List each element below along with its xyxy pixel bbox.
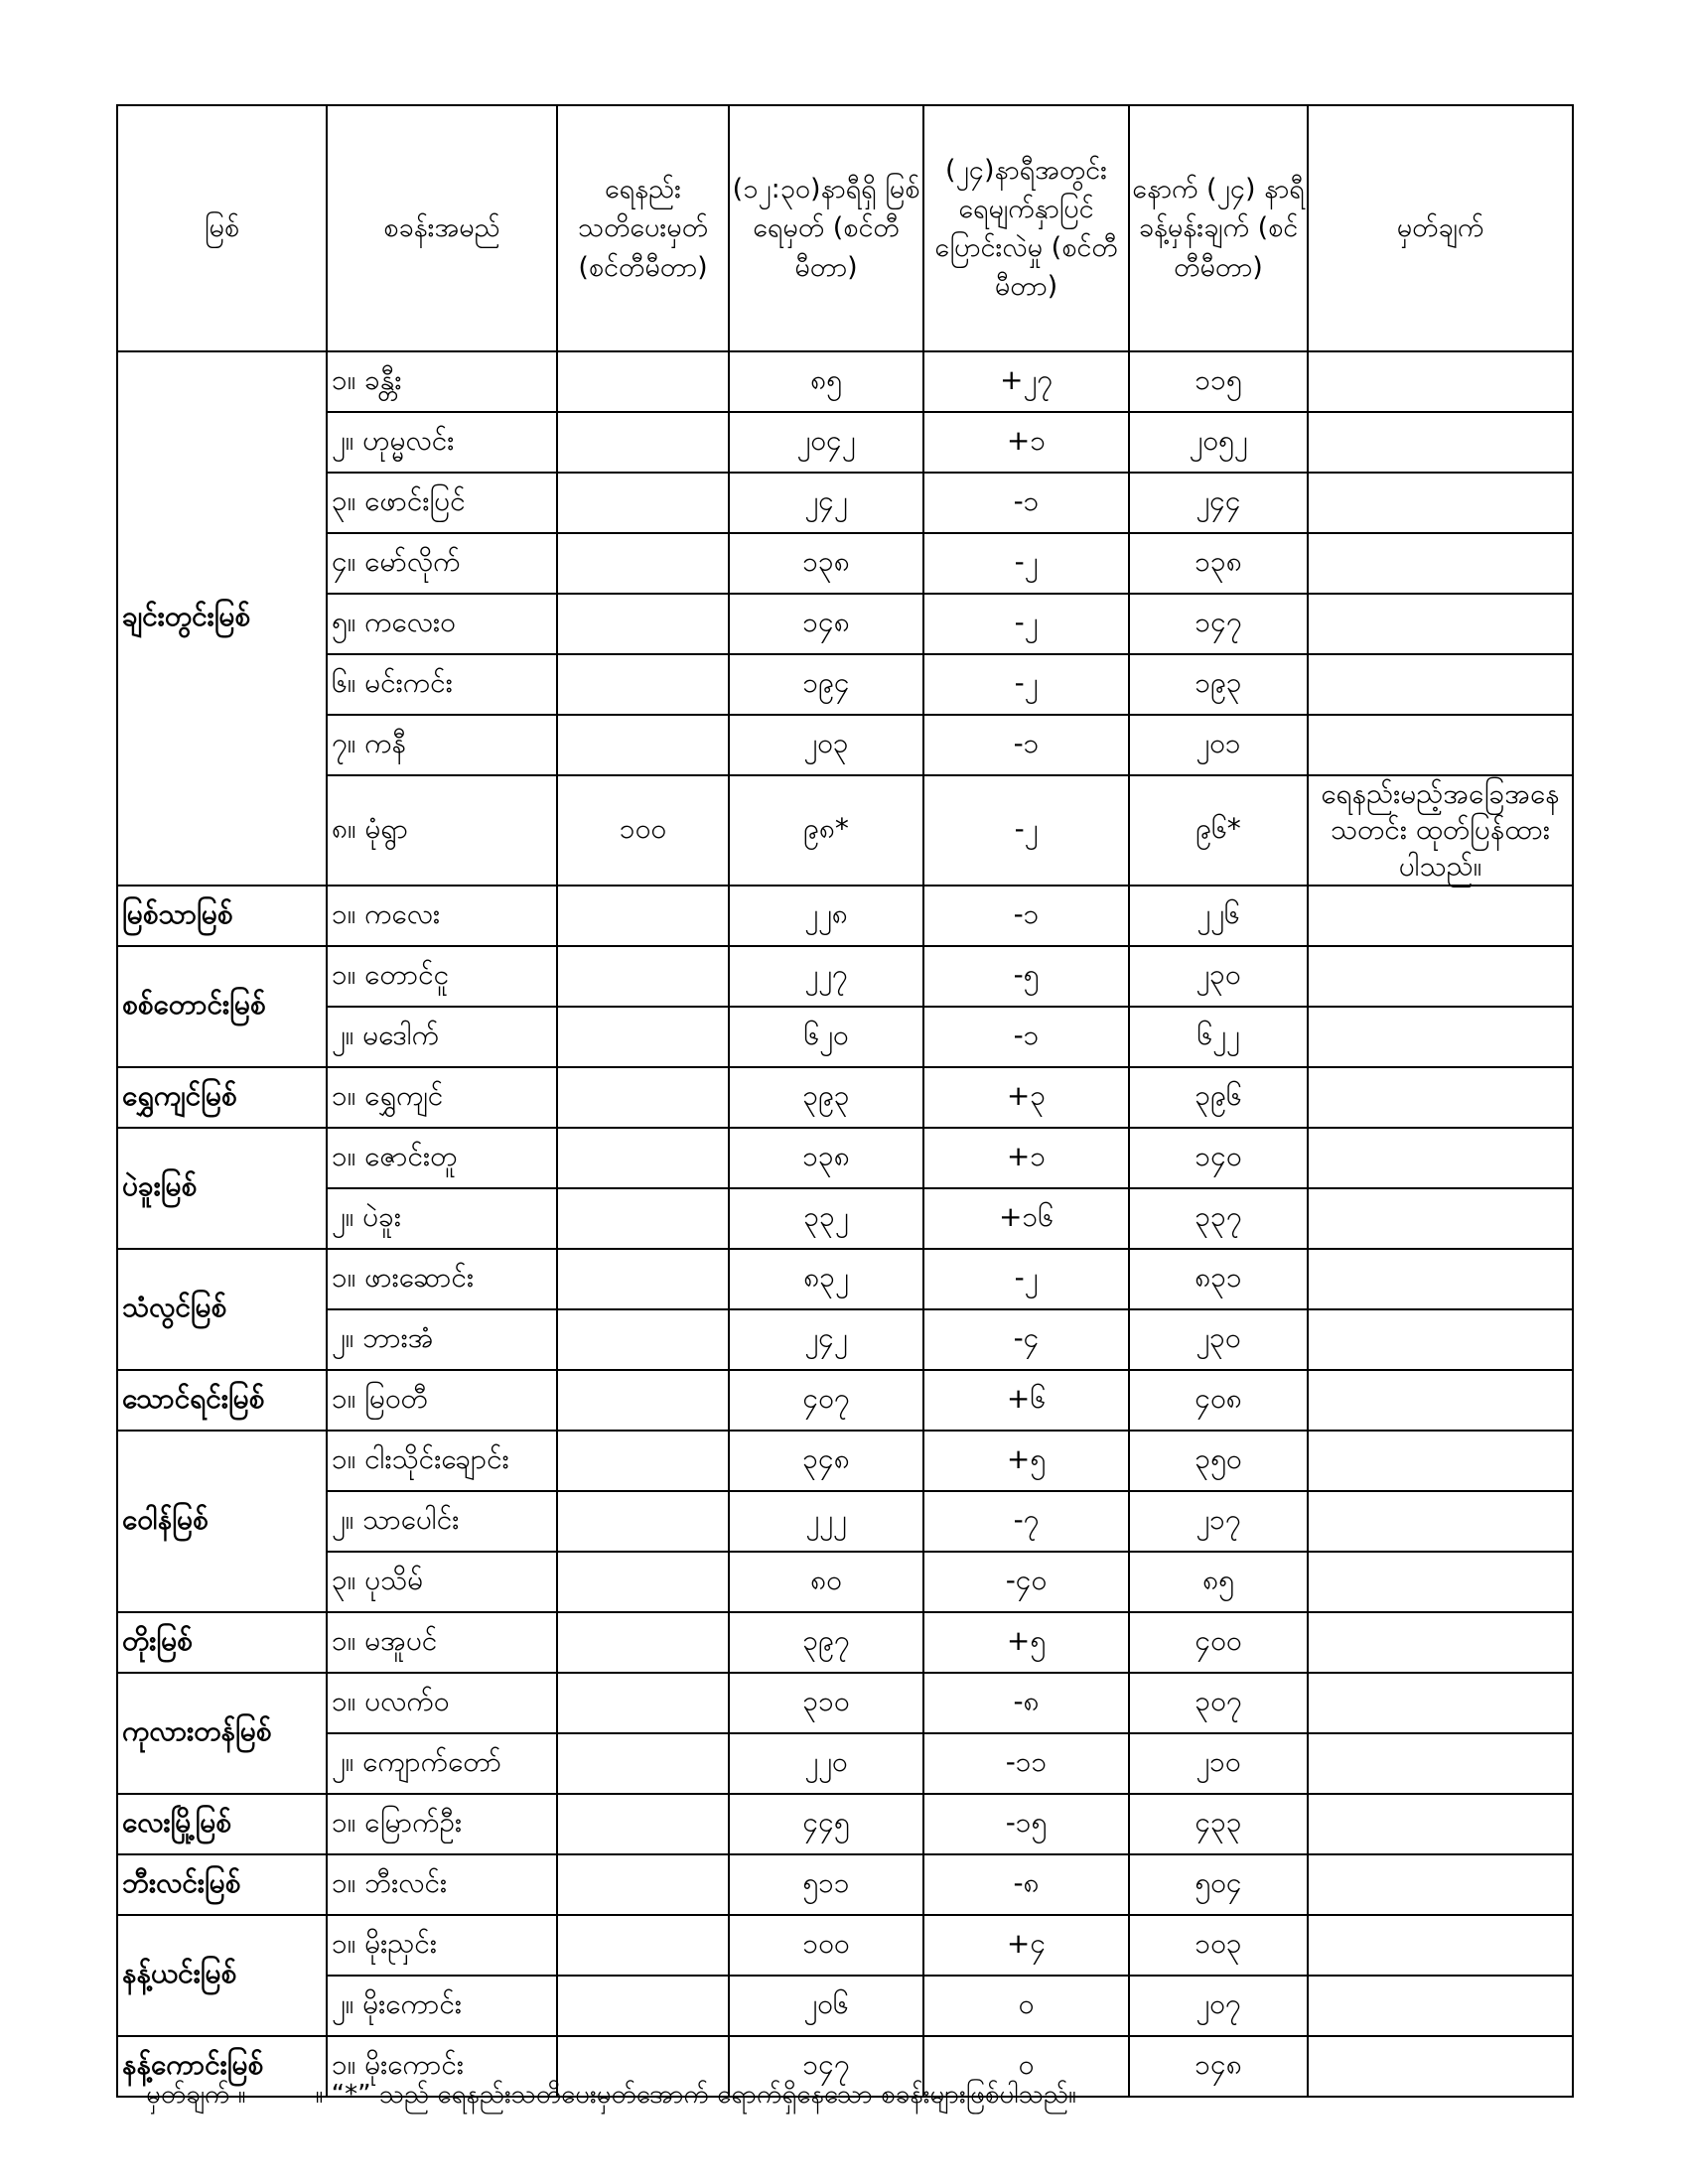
table-row bbox=[117, 1067, 1573, 1128]
warning-level-cell bbox=[557, 1249, 729, 1309]
level-change-cell: -၂ bbox=[923, 654, 1129, 715]
forecast-cell: ၉၆* bbox=[1129, 775, 1308, 886]
forecast-cell: ၁၄၈ bbox=[1129, 2036, 1308, 2097]
forecast-cell: ၁၄၀ bbox=[1129, 1128, 1308, 1188]
river-name: ရွှေကျင်မြစ် bbox=[117, 1067, 327, 1128]
station-name: ၃။ ဖောင်းပြင် bbox=[327, 473, 557, 533]
table-row bbox=[117, 654, 1573, 715]
level-change-cell: +၄ bbox=[923, 1915, 1129, 1976]
water-level-cell: ၁၃၈ bbox=[729, 533, 923, 594]
remark-cell bbox=[1308, 715, 1573, 775]
forecast-cell: ၄၀၀ bbox=[1129, 1612, 1308, 1673]
water-level-cell: ၉၈* bbox=[729, 775, 923, 886]
table-row bbox=[117, 715, 1573, 775]
remark-cell bbox=[1308, 594, 1573, 654]
water-level-cell: ၃၃၂ bbox=[729, 1188, 923, 1249]
level-change-cell: -၈ bbox=[923, 1673, 1129, 1733]
level-change-cell: -၄ bbox=[923, 1309, 1129, 1370]
station-name: ၃။ ပုသိမ် bbox=[327, 1552, 557, 1612]
remark-cell bbox=[1308, 1249, 1573, 1309]
station-name: ၁။ မအူပင် bbox=[327, 1612, 557, 1673]
table-row bbox=[117, 946, 1573, 1007]
table-row bbox=[117, 1552, 1573, 1612]
station-name: ၁။ ကလေး bbox=[327, 886, 557, 946]
river-name: စစ်တောင်းမြစ် bbox=[117, 946, 327, 1067]
remark-cell bbox=[1308, 1007, 1573, 1067]
water-level-cell: ၁၀၀ bbox=[729, 1915, 923, 1976]
station-name: ၂။ ဘားအံ bbox=[327, 1309, 557, 1370]
water-level-cell: ၃၉၇ bbox=[729, 1612, 923, 1673]
warning-level-cell bbox=[557, 1552, 729, 1612]
station-name: ၁။ တောင်ငူ bbox=[327, 946, 557, 1007]
forecast-cell: ၁၉၃ bbox=[1129, 654, 1308, 715]
station-name: ၁။ ရွှေကျင် bbox=[327, 1067, 557, 1128]
table-row bbox=[117, 351, 1573, 412]
table-row bbox=[117, 533, 1573, 594]
level-change-cell: -၂ bbox=[923, 775, 1129, 886]
warning-level-cell bbox=[557, 1309, 729, 1370]
forecast-cell: ၃၅၀ bbox=[1129, 1431, 1308, 1491]
water-level-cell: ၂၀၃ bbox=[729, 715, 923, 775]
remark-cell bbox=[1308, 2036, 1573, 2097]
station-name: ၂။ မိုးကောင်း bbox=[327, 1976, 557, 2036]
river-level-table bbox=[116, 104, 1574, 2098]
remark-cell bbox=[1308, 1854, 1573, 1915]
level-change-cell: +၆ bbox=[923, 1370, 1129, 1431]
level-change-cell: +၅ bbox=[923, 1431, 1129, 1491]
forecast-cell: ၈၃၁ bbox=[1129, 1249, 1308, 1309]
table-row bbox=[117, 1612, 1573, 1673]
warning-level-cell bbox=[557, 1431, 729, 1491]
table-row bbox=[117, 1733, 1573, 1794]
level-change-cell: -၁ bbox=[923, 1007, 1129, 1067]
remark-cell bbox=[1308, 533, 1573, 594]
warning-level-cell bbox=[557, 412, 729, 473]
water-level-cell: ၁၄၇ bbox=[729, 2036, 923, 2097]
warning-level-cell bbox=[557, 1370, 729, 1431]
warning-level-cell bbox=[557, 473, 729, 533]
water-level-cell: ၁၉၄ bbox=[729, 654, 923, 715]
footnote-text: ။ “*” သည် ရေနည်းသတိပေးမှတ်အောက် ရောက်ရှိနေသော စခန်းများဖြစ်ပါသည်။ bbox=[315, 2080, 1076, 2110]
header-forecast: နောက် (၂၄) နာရီ ခန့်မှန်းချက် (စင်တီမီတာ) bbox=[1129, 105, 1308, 351]
table-row bbox=[117, 1794, 1573, 1854]
warning-level-cell bbox=[557, 1976, 729, 2036]
table-row bbox=[117, 1249, 1573, 1309]
level-change-cell: +၁ bbox=[923, 1128, 1129, 1188]
forecast-cell: ၂၀၁ bbox=[1129, 715, 1308, 775]
river-name: ပဲခူးမြစ် bbox=[117, 1128, 327, 1249]
level-change-cell: ၀ bbox=[923, 1976, 1129, 2036]
remark-cell bbox=[1308, 1491, 1573, 1552]
warning-level-cell bbox=[557, 1128, 729, 1188]
water-level-cell: ၁၃၈ bbox=[729, 1128, 923, 1188]
water-level-cell: ၈၃၂ bbox=[729, 1249, 923, 1309]
table-row bbox=[117, 1915, 1573, 1976]
level-change-cell: +၃ bbox=[923, 1067, 1129, 1128]
level-change-cell: -၁ bbox=[923, 886, 1129, 946]
water-level-cell: ၅၁၁ bbox=[729, 1854, 923, 1915]
footnote bbox=[146, 2077, 1076, 2116]
level-change-cell: -၂ bbox=[923, 1249, 1129, 1309]
level-change-cell: -၁ bbox=[923, 715, 1129, 775]
level-change-cell: -၅ bbox=[923, 946, 1129, 1007]
warning-level-cell bbox=[557, 1612, 729, 1673]
warning-level-cell: ၁၀၀ bbox=[557, 775, 729, 886]
forecast-cell: ၁၁၅ bbox=[1129, 351, 1308, 412]
water-level-cell: ၂၄၂ bbox=[729, 1309, 923, 1370]
remark-cell bbox=[1308, 1067, 1573, 1128]
level-change-cell: -၇ bbox=[923, 1491, 1129, 1552]
table-header-row bbox=[117, 105, 1573, 351]
header-current-level: (၁၂:၃၀)နာရီရှိ မြစ်ရေမှတ် (စင်တီမီတာ) bbox=[729, 105, 923, 351]
forecast-cell: ၅၀၄ bbox=[1129, 1854, 1308, 1915]
warning-level-cell bbox=[557, 594, 729, 654]
station-name: ၄။ မော်လိုက် bbox=[327, 533, 557, 594]
river-name: ချင်းတွင်းမြစ် bbox=[117, 351, 327, 886]
level-change-cell: +၅ bbox=[923, 1612, 1129, 1673]
table-row bbox=[117, 1007, 1573, 1067]
water-level-cell: ၄၄၅ bbox=[729, 1794, 923, 1854]
station-name: ၇။ ကနီ bbox=[327, 715, 557, 775]
remark-cell bbox=[1308, 1370, 1573, 1431]
remark-cell bbox=[1308, 1794, 1573, 1854]
remark-cell bbox=[1308, 1976, 1573, 2036]
water-level-cell: ၂၀၆ bbox=[729, 1976, 923, 2036]
water-level-cell: ၂၂၂ bbox=[729, 1491, 923, 1552]
forecast-cell: ၁၀၃ bbox=[1129, 1915, 1308, 1976]
header-warning-level: ရေနည်း သတိပေးမှတ် (စင်တီမီတာ) bbox=[557, 105, 729, 351]
forecast-cell: ၂၁၇ bbox=[1129, 1491, 1308, 1552]
forecast-cell: ၂၃၀ bbox=[1129, 946, 1308, 1007]
warning-level-cell bbox=[557, 715, 729, 775]
warning-level-cell bbox=[557, 886, 729, 946]
warning-level-cell bbox=[557, 533, 729, 594]
station-name: ၁။ မြဝတီ bbox=[327, 1370, 557, 1431]
forecast-cell: ၃၃၇ bbox=[1129, 1188, 1308, 1249]
station-name: ၁။ ဘီးလင်း bbox=[327, 1854, 557, 1915]
table-row bbox=[117, 473, 1573, 533]
station-name: ၅။ ကလေးဝ bbox=[327, 594, 557, 654]
warning-level-cell bbox=[557, 1188, 729, 1249]
remark-cell bbox=[1308, 1915, 1573, 1976]
level-change-cell: +၁၆ bbox=[923, 1188, 1129, 1249]
station-name: ၁။ မိုးညှင်း bbox=[327, 1915, 557, 1976]
level-change-cell: -၂ bbox=[923, 594, 1129, 654]
river-name: တိုးမြစ် bbox=[117, 1612, 327, 1673]
water-level-cell: ၃၉၃ bbox=[729, 1067, 923, 1128]
warning-level-cell bbox=[557, 946, 729, 1007]
station-name: ၈။ မုံရွာ bbox=[327, 775, 557, 886]
remark-cell bbox=[1308, 1673, 1573, 1733]
water-level-cell: ၂၂၀ bbox=[729, 1733, 923, 1794]
header-station: စခန်းအမည် bbox=[327, 105, 557, 351]
river-name: နန့်ကောင်းမြစ် bbox=[117, 2036, 327, 2097]
forecast-cell: ၁၃၈ bbox=[1129, 533, 1308, 594]
river-name: လေးမြို့မြစ် bbox=[117, 1794, 327, 1854]
station-name: ၁။ ငါးသိုင်းချောင်း bbox=[327, 1431, 557, 1491]
water-level-cell: ၂၀၄၂ bbox=[729, 412, 923, 473]
station-name: ၂။ သာပေါင်း bbox=[327, 1491, 557, 1552]
remark-cell bbox=[1308, 351, 1573, 412]
water-level-cell: ၆၂၀ bbox=[729, 1007, 923, 1067]
warning-level-cell bbox=[557, 1007, 729, 1067]
station-name: ၁။ မိုးကောင်း bbox=[327, 2036, 557, 2097]
warning-level-cell bbox=[557, 1854, 729, 1915]
remark-cell bbox=[1308, 1309, 1573, 1370]
table-row bbox=[117, 1309, 1573, 1370]
table-row bbox=[117, 1854, 1573, 1915]
table-row bbox=[117, 1673, 1573, 1733]
water-level-cell: ၂၂၇ bbox=[729, 946, 923, 1007]
warning-level-cell bbox=[557, 654, 729, 715]
water-level-cell: ၂၄၂ bbox=[729, 473, 923, 533]
station-name: ၂။ မဒေါက် bbox=[327, 1007, 557, 1067]
warning-level-cell bbox=[557, 1733, 729, 1794]
table-row bbox=[117, 775, 1573, 886]
river-name: သောင်ရင်းမြစ် bbox=[117, 1370, 327, 1431]
forecast-cell: ၈၅ bbox=[1129, 1552, 1308, 1612]
level-change-cell: -၁ bbox=[923, 473, 1129, 533]
river-name: မြစ်သာမြစ် bbox=[117, 886, 327, 946]
header-24h-change: (၂၄)နာရီအတွင်း ရေမျက်နှာပြင် ပြောင်းလဲမှု (စင်တီမီတာ) bbox=[923, 105, 1129, 351]
water-level-cell: ၁၄၈ bbox=[729, 594, 923, 654]
water-level-cell: ၂၂၈ bbox=[729, 886, 923, 946]
table-row bbox=[117, 1370, 1573, 1431]
level-change-cell: ၀ bbox=[923, 2036, 1129, 2097]
forecast-cell: ၂၀၇ bbox=[1129, 1976, 1308, 2036]
remark-cell bbox=[1308, 412, 1573, 473]
water-level-cell: ၃၄၈ bbox=[729, 1431, 923, 1491]
forecast-cell: ၃၉၆ bbox=[1129, 1067, 1308, 1128]
warning-level-cell bbox=[557, 351, 729, 412]
table-row bbox=[117, 1491, 1573, 1552]
river-name: နန့်ယင်းမြစ် bbox=[117, 1915, 327, 2036]
station-name: ၁။ ဖားဆောင်း bbox=[327, 1249, 557, 1309]
river-name: ကုလားတန်မြစ် bbox=[117, 1673, 327, 1794]
station-name: ၂။ ပဲခူး bbox=[327, 1188, 557, 1249]
station-name: ၂။ ဟုမ္မလင်း bbox=[327, 412, 557, 473]
remark-cell bbox=[1308, 1128, 1573, 1188]
remark-cell bbox=[1308, 946, 1573, 1007]
station-name: ၁။ မြောက်ဦး bbox=[327, 1794, 557, 1854]
remark-cell bbox=[1308, 654, 1573, 715]
forecast-cell: ၂၄၄ bbox=[1129, 473, 1308, 533]
table-row bbox=[117, 412, 1573, 473]
table-row bbox=[117, 886, 1573, 946]
forecast-cell: ၁၄၇ bbox=[1129, 594, 1308, 654]
warning-level-cell bbox=[557, 1673, 729, 1733]
water-level-cell: ၄၀၇ bbox=[729, 1370, 923, 1431]
warning-level-cell bbox=[557, 1491, 729, 1552]
level-change-cell: -၂ bbox=[923, 533, 1129, 594]
header-remark: မှတ်ချက် bbox=[1308, 105, 1573, 351]
forecast-cell: ၂၁၀ bbox=[1129, 1733, 1308, 1794]
remark-cell: ရေနည်းမည့်အခြေအနေသတင်း ထုတ်ပြန်ထားပါသည်။ bbox=[1308, 775, 1573, 886]
table-row bbox=[117, 594, 1573, 654]
station-name: ၁။ ခန္တီး bbox=[327, 351, 557, 412]
remark-cell bbox=[1308, 1733, 1573, 1794]
water-level-cell: ၈၀ bbox=[729, 1552, 923, 1612]
remark-cell bbox=[1308, 473, 1573, 533]
station-name: ၁။ ပလက်ဝ bbox=[327, 1673, 557, 1733]
warning-level-cell bbox=[557, 1794, 729, 1854]
table-row bbox=[117, 1431, 1573, 1491]
remark-cell bbox=[1308, 1188, 1573, 1249]
forecast-cell: ၂၀၅၂ bbox=[1129, 412, 1308, 473]
river-level-report bbox=[116, 104, 1572, 2098]
station-name: ၁။ ဇောင်းတူ bbox=[327, 1128, 557, 1188]
header-river: မြစ် bbox=[117, 105, 327, 351]
level-change-cell: -၄၀ bbox=[923, 1552, 1129, 1612]
table-row bbox=[117, 1128, 1573, 1188]
forecast-cell: ၄၃၃ bbox=[1129, 1794, 1308, 1854]
forecast-cell: ၃၀၇ bbox=[1129, 1673, 1308, 1733]
footnote-label: မှတ်ချက် ။ bbox=[146, 2080, 246, 2110]
level-change-cell: -၈ bbox=[923, 1854, 1129, 1915]
remark-cell bbox=[1308, 1552, 1573, 1612]
water-level-cell: ၈၅ bbox=[729, 351, 923, 412]
remark-cell bbox=[1308, 1431, 1573, 1491]
water-level-cell: ၃၁၀ bbox=[729, 1673, 923, 1733]
remark-cell bbox=[1308, 886, 1573, 946]
station-name: ၆။ မင်းကင်း bbox=[327, 654, 557, 715]
warning-level-cell bbox=[557, 1915, 729, 1976]
level-change-cell: +၁ bbox=[923, 412, 1129, 473]
forecast-cell: ၂၂၆ bbox=[1129, 886, 1308, 946]
level-change-cell: -၁၁ bbox=[923, 1733, 1129, 1794]
station-name: ၂။ ကျောက်တော် bbox=[327, 1733, 557, 1794]
river-name: ဝေါန်မြစ် bbox=[117, 1431, 327, 1612]
forecast-cell: ၆၂၂ bbox=[1129, 1007, 1308, 1067]
forecast-cell: ၄၀၈ bbox=[1129, 1370, 1308, 1431]
table-row bbox=[117, 1188, 1573, 1249]
river-name: ဘီးလင်းမြစ် bbox=[117, 1854, 327, 1915]
river-name: သံလွင်မြစ် bbox=[117, 1249, 327, 1370]
level-change-cell: +၂၇ bbox=[923, 351, 1129, 412]
table-body bbox=[117, 351, 1573, 2097]
warning-level-cell bbox=[557, 1067, 729, 1128]
forecast-cell: ၂၃၀ bbox=[1129, 1309, 1308, 1370]
remark-cell bbox=[1308, 1612, 1573, 1673]
level-change-cell: -၁၅ bbox=[923, 1794, 1129, 1854]
table-row bbox=[117, 1976, 1573, 2036]
